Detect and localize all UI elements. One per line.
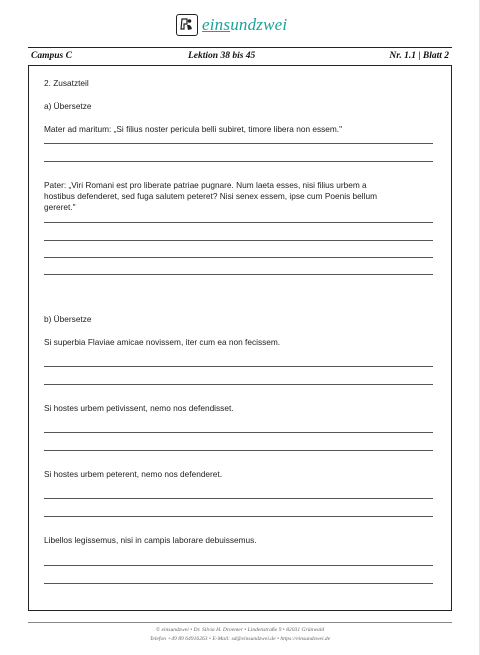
footer-rule <box>28 622 452 623</box>
answer-line[interactable] <box>44 143 433 144</box>
header-course: Campus C <box>31 51 72 61</box>
brand-logo <box>176 12 287 38</box>
worksheet-header <box>31 51 449 64</box>
answer-line[interactable] <box>44 450 433 451</box>
footer-contact: Telefon +49 89 64916263 • E-Mail: sd@einsundzwei.de • https://einsundzwei.de <box>149 636 331 642</box>
exercise-b2-text: Si hostes urbem petivissent, nemo nos defendisset. <box>44 403 234 413</box>
exercise-a2-line3: gereret." <box>44 202 76 212</box>
answer-line[interactable] <box>44 366 433 367</box>
part-b-heading: b) Übersetze <box>44 314 92 324</box>
answer-line[interactable] <box>44 274 433 275</box>
exercise-a1-text: Mater ad maritum: „Si filius noster pericula belli subiret, timore libera non essem." <box>44 124 343 134</box>
exercise-a2-line2: hostibus defenderet, sed fuga salutem peteret? Nisi senex essem, ipse cum Poenis bellum <box>44 191 377 201</box>
answer-line[interactable] <box>44 384 433 385</box>
answer-line[interactable] <box>44 498 433 499</box>
answer-line[interactable] <box>44 432 433 433</box>
exercise-b4-text: Libellos legissemus, nisi in campis laborare debuissemus. <box>44 535 257 545</box>
exercise-b1-text: Si superbia Flaviae amicae novissem, iter cum ea non fecissem. <box>44 337 281 347</box>
answer-line[interactable] <box>44 222 433 223</box>
logo-wordmark: einsundzwei <box>202 15 288 34</box>
answer-line[interactable] <box>44 257 433 258</box>
header-lessons: Lektion 38 bis 45 <box>188 51 256 61</box>
exercise-b3-text: Si hostes urbem peterent, nemo nos defenderet. <box>44 469 223 479</box>
header-top-rule <box>28 47 452 48</box>
answer-line[interactable] <box>44 240 433 241</box>
answer-line[interactable] <box>44 583 433 584</box>
footer-address: © einsundzwei • Dr. Silvia H. Droemer • Lindenstraße 9 • 82031 Grünwald <box>155 627 325 633</box>
answer-line[interactable] <box>44 516 433 517</box>
header-sheet-number: Nr. 1.1 | Blatt 2 <box>389 51 449 61</box>
logo-icon <box>176 14 198 36</box>
exercise-a2-line1: Pater: „Viri Romani est pro liberate patriae pugnare. Num laeta esses, nisi filius urbem a <box>44 180 367 190</box>
section-title: 2. Zusatzteil <box>44 78 89 88</box>
answer-line[interactable] <box>44 161 433 162</box>
part-a-heading: a) Übersetze <box>44 101 92 111</box>
answer-line[interactable] <box>44 565 433 566</box>
